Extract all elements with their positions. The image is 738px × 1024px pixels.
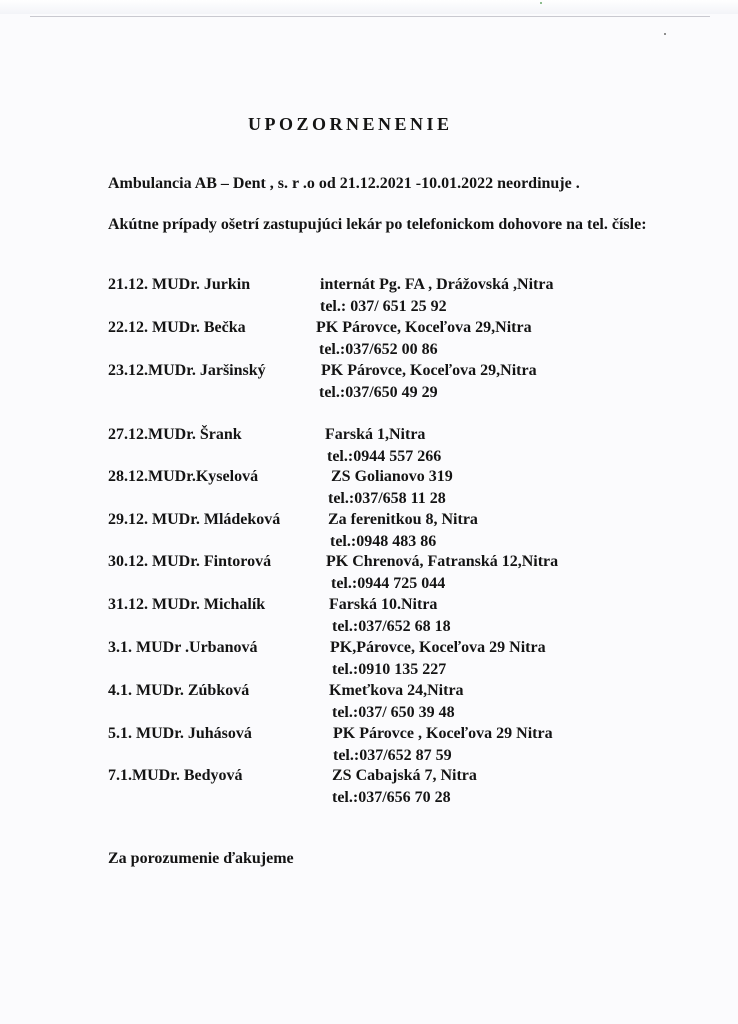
scan-edge bbox=[0, 0, 738, 14]
entry-doctor: 3.1. MUDr .Urbanová bbox=[108, 639, 258, 656]
entry-doctor: 4.1. MUDr. Zúbková bbox=[108, 682, 250, 699]
entry-phone: tel.:0944 557 266 bbox=[327, 448, 442, 465]
entry-doctor: 31.12. MUDr. Michalík bbox=[108, 596, 266, 613]
entry-phone: tel.:0948 483 86 bbox=[330, 533, 437, 550]
entry-phone: tel.: 037/ 651 25 92 bbox=[320, 298, 447, 315]
schedule-entry bbox=[0, 467, 738, 509]
entry-address: ZS Golianovo 319 bbox=[331, 468, 453, 485]
entry-address: PK Párovce, Koceľova 29,Nitra bbox=[321, 362, 537, 379]
document-title: UPOZORNENENIE bbox=[248, 114, 453, 134]
schedule-entry bbox=[0, 552, 738, 594]
schedule-entry bbox=[0, 766, 738, 808]
entry-address: PK Párovce , Koceľova 29 Nitra bbox=[333, 725, 553, 742]
entry-phone: tel.:037/658 11 28 bbox=[328, 490, 446, 507]
entry-phone: tel.:037/652 68 18 bbox=[332, 618, 451, 635]
closing-text: Za porozumenie ďakujeme bbox=[108, 850, 294, 867]
scan-speck bbox=[540, 2, 542, 4]
entry-address: internát Pg. FA , Drážovská ,Nitra bbox=[320, 276, 554, 293]
entry-doctor: 27.12.MUDr. Šrank bbox=[108, 426, 242, 443]
schedule-entry bbox=[0, 425, 738, 467]
entry-doctor: 5.1. MUDr. Juhásová bbox=[108, 725, 252, 742]
entry-phone: tel.:037/650 49 29 bbox=[319, 384, 438, 401]
entry-address: Za ferenitkou 8, Nitra bbox=[328, 511, 478, 528]
entry-phone: tel.:037/ 650 39 48 bbox=[332, 704, 455, 721]
schedule-entry bbox=[0, 724, 738, 766]
entry-address: Farská 10.Nitra bbox=[329, 596, 438, 613]
entry-doctor: 28.12.MUDr.Kyselová bbox=[108, 468, 259, 485]
entry-doctor: 21.12. MUDr. Jurkin bbox=[108, 276, 251, 293]
entry-address: PK,Párovce, Koceľova 29 Nitra bbox=[330, 639, 546, 656]
schedule-entry bbox=[0, 510, 738, 552]
entry-address: Farská 1,Nitra bbox=[325, 426, 426, 443]
scan-line bbox=[30, 16, 710, 17]
entry-doctor: 22.12. MUDr. Bečka bbox=[108, 319, 246, 336]
entry-doctor: 29.12. MUDr. Mládeková bbox=[108, 511, 281, 528]
entry-address: ZS Cabajská 7, Nitra bbox=[332, 767, 477, 784]
entry-phone: tel.:0944 725 044 bbox=[331, 575, 446, 592]
entry-doctor: 30.12. MUDr. Fintorová bbox=[108, 553, 272, 570]
entry-phone: tel.:0910 135 227 bbox=[332, 661, 447, 678]
schedule-entry bbox=[0, 638, 738, 680]
entry-address: PK Párovce, Koceľova 29,Nitra bbox=[316, 319, 532, 336]
entry-phone: tel.:037/652 00 86 bbox=[319, 341, 438, 358]
notice-text: Akútne prípady ošetrí zastupujúci lekár po telefonickom dohovore na tel. čísle: bbox=[108, 216, 647, 233]
intro-text: Ambulancia AB – Dent , s. r .o od 21.12.2021 -10.01.2022 neordinuje . bbox=[108, 175, 580, 192]
entry-phone: tel.:037/652 87 59 bbox=[333, 747, 452, 764]
entry-doctor: 7.1.MUDr. Bedyová bbox=[108, 767, 243, 784]
schedule-entry bbox=[0, 275, 738, 317]
scan-speck bbox=[664, 33, 666, 35]
schedule-entry bbox=[0, 361, 738, 403]
entry-phone: tel.:037/656 70 28 bbox=[332, 789, 451, 806]
schedule-entry bbox=[0, 681, 738, 723]
schedule-entry bbox=[0, 595, 738, 637]
entry-address: Kmeťkova 24,Nitra bbox=[329, 682, 464, 699]
entry-doctor: 23.12.MUDr. Jaršinský bbox=[108, 362, 266, 379]
schedule-entry bbox=[0, 318, 738, 360]
entry-address: PK Chrenová, Fatranská 12,Nitra bbox=[326, 553, 559, 570]
